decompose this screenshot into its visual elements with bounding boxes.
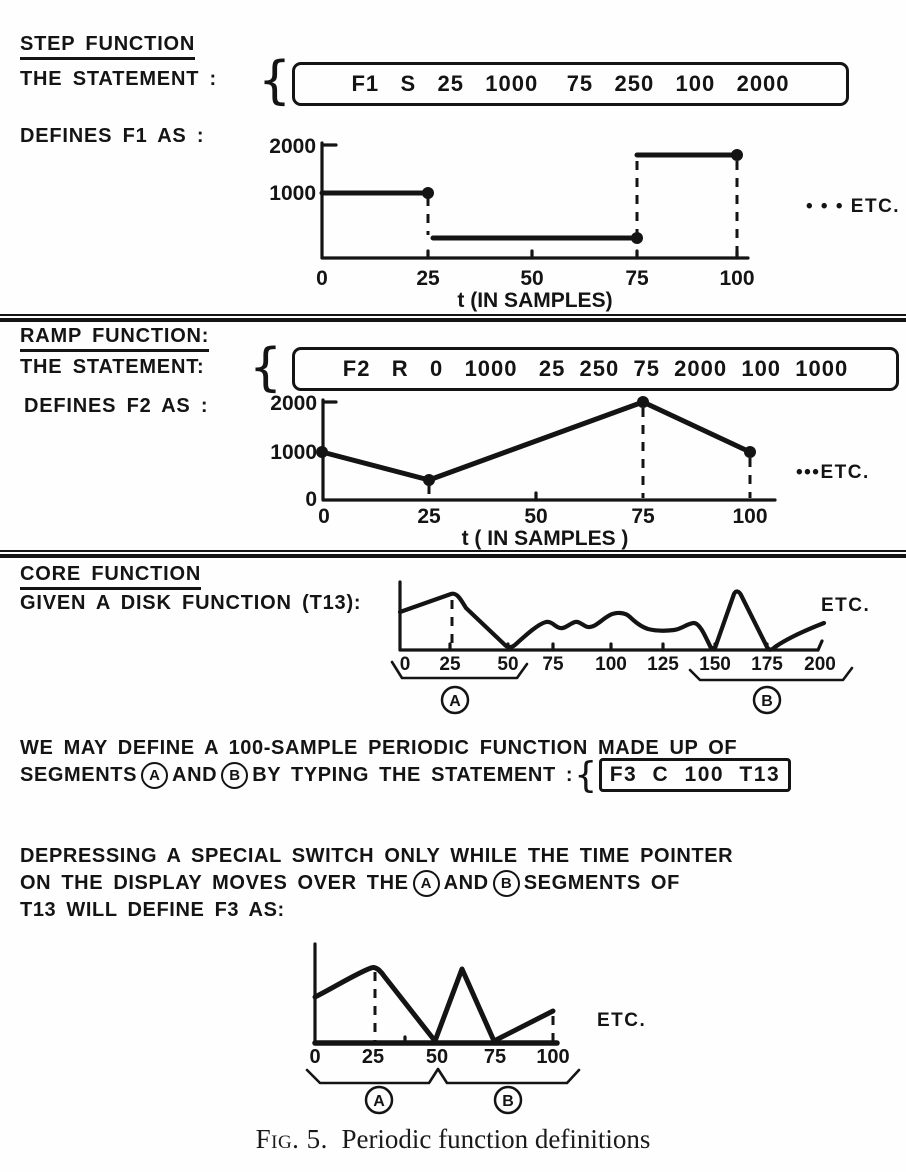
section-divider-1 — [0, 314, 906, 322]
segment-a-badge-2: A — [413, 870, 440, 897]
step-ytick-2000: 2000 — [269, 135, 316, 158]
ramp-xtick-50: 50 — [524, 505, 548, 528]
f3-xtick-50: 50 — [425, 1046, 449, 1068]
core-segment-b-letter: B — [761, 693, 773, 710]
caption-fig-number: Fig. 5. — [255, 1124, 328, 1154]
f3-segment-b-letter: B — [502, 1093, 514, 1110]
ramp-dot-100 — [744, 446, 756, 458]
segment-a-badge: A — [141, 762, 168, 789]
para2-line2-post: SEGMENTS OF — [523, 871, 680, 894]
segment-b-badge: B — [221, 762, 248, 789]
step-statement-label: THE STATEMENT : — [20, 68, 218, 90]
ramp-xtick-100: 100 — [732, 505, 768, 528]
core-curve — [400, 591, 824, 649]
core-xtick-25: 25 — [439, 654, 461, 675]
core-xtick-100: 100 — [595, 654, 627, 675]
f3-etc-label: ETC. — [597, 1010, 647, 1031]
step-dot-25 — [422, 187, 434, 199]
step-curve — [322, 149, 743, 244]
core-xtick-125: 125 — [647, 654, 679, 675]
step-xlabel: t (IN SAMPLES) — [457, 289, 613, 312]
ramp-statement-label: THE STATEMENT: — [20, 356, 205, 378]
ramp-plot-labels — [270, 392, 767, 550]
step-etc-label: • • • ETC. — [806, 196, 901, 217]
f3-statement-box: F3 C 100 T13 — [599, 758, 791, 792]
ramp-ytick-1000: 1000 — [270, 441, 317, 464]
section-divider-2 — [0, 550, 906, 558]
ramp-defines-label: DEFINES F2 AS : — [24, 395, 209, 417]
step-plot-labels — [269, 135, 754, 312]
para1-line2-mid: AND — [172, 763, 218, 786]
segment-b-badge-2: B — [493, 870, 520, 897]
ramp-ytick-0: 0 — [305, 488, 317, 511]
ramp-dot-0 — [316, 446, 328, 458]
f3-curve — [315, 967, 553, 1041]
core-xtick-50: 50 — [497, 654, 519, 675]
step-dot-100 — [731, 149, 743, 161]
ramp-dot-25 — [423, 474, 435, 486]
core-xtick-150: 150 — [699, 654, 731, 675]
core-xtick-75: 75 — [542, 654, 564, 675]
ramp-dot-75 — [637, 396, 649, 408]
core-etc-label: ETC. — [821, 595, 871, 616]
caption-text: Periodic function definitions — [341, 1124, 651, 1154]
f3-xtick-25: 25 — [361, 1046, 385, 1068]
step-heading-text: STEP FUNCTION — [20, 33, 195, 60]
ramp-plot — [230, 392, 830, 557]
ramp-statement-box: F2 R 0 1000 25 250 75 2000 100 1000 — [292, 347, 899, 391]
para2-line2 — [20, 869, 680, 897]
ramp-ytick-2000: 2000 — [270, 392, 317, 415]
core-xtick-0: 0 — [399, 654, 411, 675]
core-plot-labels — [400, 654, 836, 675]
ramp-xtick-25: 25 — [417, 505, 441, 528]
step-xtick-25: 25 — [416, 267, 440, 290]
step-ytick-1000: 1000 — [269, 182, 316, 205]
step-xtick-0: 0 — [316, 267, 328, 290]
para2-line3: T13 WILL DEFINE F3 AS: — [20, 899, 285, 921]
f3-xtick-0: 0 — [309, 1046, 321, 1068]
ramp-line — [322, 402, 750, 480]
ramp-xtick-75: 75 — [631, 505, 655, 528]
f3-segment-a-letter: A — [373, 1093, 385, 1110]
step-xtick-75: 75 — [625, 267, 649, 290]
step-statement-brace: { — [258, 51, 292, 111]
step-axes — [322, 143, 748, 258]
ramp-axis-lines — [323, 400, 775, 500]
step-plot — [230, 135, 830, 315]
para1-line2-pre: SEGMENTS — [20, 763, 138, 786]
f3-xtick-75: 75 — [483, 1046, 507, 1068]
f3-xtick-100: 100 — [536, 1046, 570, 1068]
ramp-xtick-0: 0 — [318, 505, 330, 528]
f3-dashed-lines — [375, 972, 553, 1041]
step-xtick-50: 50 — [520, 267, 544, 290]
ramp-curve — [316, 396, 756, 486]
core-xtick-175: 175 — [751, 654, 783, 675]
para1-line1: WE MAY DEFINE A 100-SAMPLE PERIODIC FUNCTION MADE UP OF — [20, 737, 738, 759]
ramp-heading-text: RAMP FUNCTION: — [20, 325, 209, 352]
ramp-section-heading — [20, 325, 209, 348]
step-dot-75 — [631, 232, 643, 244]
para1-statement-brace: { — [574, 754, 598, 796]
figure-caption — [0, 1124, 906, 1155]
step-section-heading — [20, 33, 195, 56]
para2-line1: DEPRESSING A SPECIAL SWITCH ONLY WHILE THE TIME POINTER — [20, 845, 734, 867]
step-statement-box: F1 S 25 1000 75 250 100 2000 — [292, 62, 849, 106]
f3-brace-ab — [307, 1069, 579, 1083]
f3-plot — [295, 940, 635, 1125]
core-given-label: GIVEN A DISK FUNCTION (T13): — [20, 592, 362, 614]
ramp-statement-brace: { — [249, 338, 283, 398]
step-defines-label: DEFINES F1 AS : — [20, 125, 205, 147]
core-heading-text: CORE FUNCTION — [20, 563, 201, 590]
para1-line2 — [20, 754, 791, 796]
ramp-xlabel: t ( IN SAMPLES ) — [461, 527, 629, 550]
f3-segment-braces — [307, 1069, 579, 1113]
step-axis-lines — [322, 143, 748, 258]
para2-line2-mid: AND — [443, 871, 489, 894]
ramp-etc-label: •••ETC. — [796, 462, 870, 483]
core-xtick-200: 200 — [804, 654, 836, 675]
para1-line2-post: BY TYPING THE STATEMENT : — [252, 763, 574, 786]
ramp-axes — [323, 400, 775, 500]
step-dashed-lines — [428, 161, 737, 256]
para2-line2-pre: ON THE DISPLAY MOVES OVER THE — [20, 871, 409, 894]
core-section-heading — [20, 563, 201, 586]
f3-plot-labels — [309, 1046, 569, 1068]
step-xtick-100: 100 — [719, 267, 755, 290]
core-segment-a-letter: A — [449, 693, 461, 710]
